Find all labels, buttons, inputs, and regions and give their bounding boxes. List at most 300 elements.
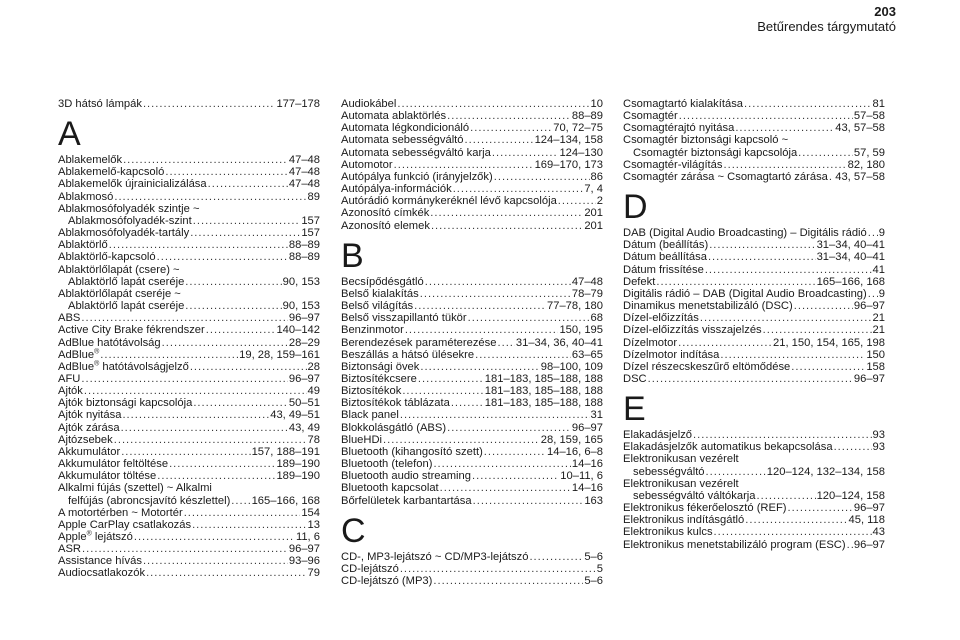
- dot-leader: [81, 312, 287, 324]
- entry-pages: 88–89: [571, 110, 603, 123]
- dot-leader: [430, 207, 583, 219]
- dot-leader: [484, 446, 546, 458]
- entry-pages: 96–97: [853, 502, 885, 515]
- dot-leader: [109, 239, 288, 251]
- entry-label-text: Dátum (beállítás): [623, 239, 709, 252]
- index-entry: [58, 239, 320, 251]
- dot-leader: [114, 434, 307, 446]
- entry-label: [623, 264, 704, 276]
- dot-leader: [868, 288, 878, 300]
- dot-leader: [190, 227, 300, 239]
- entry-label-text: Apple CarPlay csatlakozás: [58, 518, 192, 531]
- entry-label: [58, 458, 168, 470]
- entry-pages: 49: [307, 385, 320, 398]
- index-entry: [341, 409, 603, 421]
- dot-leader: [709, 239, 815, 251]
- dot-leader: [193, 397, 288, 409]
- dot-leader: [744, 98, 872, 110]
- entry-pages: 57–58: [853, 110, 885, 123]
- dot-leader: [84, 385, 307, 397]
- entry-label-text: Akkumulátor feltöltése: [58, 458, 169, 471]
- entry-label-text: Ajtózsebek: [58, 433, 113, 446]
- index-entry: [341, 495, 603, 507]
- entry-label-text: Biztonsági övek: [341, 360, 420, 373]
- entry-pages: 88–89: [288, 251, 320, 264]
- index-entry: [341, 300, 603, 312]
- dot-leader: [791, 361, 865, 373]
- entry-label: [341, 159, 393, 171]
- index-entry: [341, 207, 603, 219]
- index-entry-heading: Elektronikusan vezérelt: [623, 477, 739, 490]
- entry-label-text: Becsípődésgátló: [341, 275, 424, 288]
- dot-leader: [81, 373, 288, 385]
- dot-leader: [735, 122, 834, 134]
- entry-label-text: Ablakemelő-kapcsoló: [58, 166, 165, 179]
- dot-leader: [121, 446, 250, 458]
- index-entry: [58, 373, 320, 385]
- entry-label: [623, 159, 722, 171]
- entry-label: [623, 324, 762, 336]
- entry-pages: 96–97: [571, 421, 603, 434]
- entry-pages: 14–16: [571, 458, 603, 471]
- index-entry: [58, 337, 320, 349]
- entry-pages: 31–34, 36, 40–41: [515, 336, 603, 349]
- index-entry: [623, 361, 885, 373]
- entry-label-text: Ablaktörlő lapát cseréje: [68, 300, 185, 313]
- entry-label: [341, 195, 557, 207]
- entry-label-text: Bluetooth audio streaming: [341, 470, 471, 483]
- index-entry: [623, 110, 885, 122]
- index-entry: [58, 470, 320, 482]
- entry-label-text: Belső visszapillantó tükör: [341, 312, 467, 325]
- index-entry: [58, 446, 320, 458]
- entry-label: [341, 220, 430, 232]
- dot-leader: [475, 349, 571, 361]
- entry-label-text: Automata sebességváltó: [341, 134, 464, 147]
- index-entry: [58, 178, 320, 190]
- entry-label: [623, 429, 692, 441]
- entry-label-text: DAB (Digital Audio Broadcasting) – Digitális rádió: [623, 227, 867, 240]
- index-entry: [623, 441, 885, 453]
- entry-label: [58, 191, 113, 203]
- dot-leader: [431, 220, 583, 232]
- section-letter: B: [341, 236, 364, 275]
- entry-label: [341, 207, 429, 219]
- entry-label: [58, 519, 191, 531]
- dot-leader: [788, 502, 853, 514]
- index-entry: [341, 446, 603, 458]
- entry-label-text: Dízel részecskeszűrő eltömődése: [623, 360, 791, 373]
- entry-label: [68, 215, 192, 227]
- index-entry: [58, 422, 320, 434]
- entry-pages: 96–97: [288, 312, 320, 325]
- dot-leader: [465, 134, 534, 146]
- entry-label-text: Automotor: [341, 158, 393, 171]
- section-letter: D: [623, 188, 648, 227]
- entry-pages: 45, 118: [848, 514, 885, 527]
- entry-label-text: CD-lejátszó (MP3): [341, 575, 433, 587]
- index-entry: [341, 422, 603, 434]
- entry-pages: 201: [584, 219, 603, 232]
- entry-pages: 163: [584, 494, 603, 507]
- dot-leader: [706, 466, 766, 478]
- index-entry: [341, 434, 603, 446]
- dot-leader: [847, 539, 853, 551]
- entry-label-text: Elakadásjelző: [623, 429, 693, 442]
- entry-pages: 158: [866, 360, 885, 373]
- entry-label: [58, 470, 156, 482]
- entry-label-text: Elakadásjelzők automatikus bekapcsolása: [623, 441, 833, 454]
- index-entry: [623, 349, 885, 361]
- entry-label-text: Defekt: [623, 275, 656, 288]
- entry-pages: 41: [872, 263, 885, 276]
- entry-label: [68, 300, 184, 312]
- entry-pages: 93–96: [288, 555, 320, 568]
- dot-leader: [143, 555, 288, 567]
- entry-label-text: Csomagtér zárása ~ Csomagtartó zárása: [623, 170, 828, 183]
- entry-pages: 96–97: [288, 543, 320, 556]
- entry-pages: 86: [590, 170, 603, 183]
- index-entry: [623, 227, 885, 239]
- page-header: [757, 4, 896, 34]
- entry-pages: 181–183, 185–188, 188: [484, 385, 603, 398]
- entry-label-text: Elektronikus menetstabilizáló program (ESC): [623, 538, 846, 551]
- entry-label: [68, 276, 184, 288]
- entry-label-text: Dízel-előizzítás visszajelzés: [623, 324, 762, 337]
- entry-label-text: Assistance hívás: [58, 555, 142, 568]
- entry-label-text: ABS: [58, 312, 81, 325]
- entry-pages: 7, 4: [584, 183, 603, 196]
- index-entry: [623, 539, 885, 551]
- entry-label-text: Ablakmosófolyadék-szint: [68, 214, 192, 227]
- entry-label-text: Berendezések paraméterezése: [341, 336, 497, 349]
- dot-leader: [165, 166, 288, 178]
- entry-pages: 201: [584, 207, 603, 220]
- entry-pages: 14–16: [571, 482, 603, 495]
- entry-label-text: Bluetooth (kihangosító szett): [341, 445, 483, 458]
- index-entry: [58, 495, 320, 507]
- entry-label-text: Ablaktörlő lapát cseréje: [68, 275, 185, 288]
- dot-leader: [397, 98, 589, 110]
- entry-label-text: Dátum frissítése: [623, 263, 704, 276]
- entry-label-text: Automata légkondicionáló: [341, 122, 470, 135]
- dot-leader: [447, 110, 571, 122]
- entry-label: [341, 288, 419, 300]
- entry-label-text: Csomagtartó kialakítása: [623, 98, 744, 110]
- entry-label-text: Automata ablaktörlés: [341, 110, 447, 123]
- dot-leader: [473, 495, 584, 507]
- index-entry: [58, 434, 320, 446]
- index-entry: [623, 514, 885, 526]
- entry-label: [341, 361, 419, 373]
- dot-leader: [134, 531, 295, 543]
- entry-label: [623, 110, 678, 122]
- dot-leader: [185, 276, 281, 288]
- entry-label-text: Ablakemelők újrainicializálása: [58, 178, 207, 191]
- dot-leader: [829, 171, 834, 183]
- entry-label: [623, 239, 708, 251]
- index-entry: [623, 429, 885, 441]
- entry-label-text: Azonosító címkék: [341, 207, 430, 220]
- entry-label-text: A motortérben ~ Motortér: [58, 506, 183, 519]
- entry-label-text: Ablaktörlő-kapcsoló: [58, 251, 156, 264]
- entry-pages: 88–89: [288, 239, 320, 252]
- index-entry: [58, 555, 320, 567]
- entry-pages: 98–100, 109: [540, 360, 603, 373]
- entry-pages: 5: [596, 562, 603, 575]
- entry-pages: 165–166, 168: [251, 494, 320, 507]
- dot-leader: [798, 147, 853, 159]
- dot-leader: [190, 361, 307, 373]
- dot-leader: [451, 397, 484, 409]
- entry-label-text: Bluetooth kapcsolat: [341, 482, 439, 495]
- entry-pages: 124–134, 158: [534, 134, 603, 147]
- index-entry: [58, 154, 320, 166]
- index-entry: [341, 183, 603, 195]
- entry-label: [58, 337, 161, 349]
- index-entry: [58, 191, 320, 203]
- entry-label-text: Autórádió kormánykeréknél lévő kapcsolója: [341, 195, 557, 208]
- dot-leader: [693, 429, 872, 441]
- index-entry: [341, 482, 603, 494]
- dot-leader: [433, 458, 570, 470]
- entry-label: [58, 507, 183, 519]
- entry-label: [341, 446, 483, 458]
- index-entry: [341, 122, 603, 134]
- dot-leader: [184, 507, 301, 519]
- index-entry: [58, 324, 320, 336]
- dot-leader: [705, 264, 872, 276]
- dot-leader: [794, 300, 853, 312]
- entry-pages: 79: [307, 567, 320, 580]
- entry-label: [623, 288, 867, 300]
- entry-pages: 177–178: [276, 98, 320, 110]
- entry-label-text: 3D hátsó lámpák: [58, 98, 142, 110]
- index-entry: [623, 98, 885, 110]
- index-entry-heading: Alkalmi fújás (szettel) ~ Alkalmi: [58, 482, 212, 495]
- index-entry-heading: Csomagtér biztonsági kapcsoló ~: [623, 134, 789, 147]
- index-entry: [341, 159, 603, 171]
- entry-pages: 96–97: [288, 372, 320, 385]
- section-letter: A: [58, 115, 81, 154]
- entry-pages: 181–183, 185–188, 188: [484, 372, 603, 385]
- index-entry: [341, 324, 603, 336]
- dot-leader: [497, 337, 514, 349]
- dot-leader: [100, 349, 238, 361]
- index-entry: [623, 490, 885, 502]
- dot-leader: [708, 251, 816, 263]
- entry-label-text: Black panel: [341, 409, 399, 422]
- entry-label-text: Dízel-előizzítás: [623, 312, 699, 325]
- entry-label: [341, 385, 401, 397]
- entry-pages: 14–16, 6–8: [547, 445, 603, 458]
- entry-label: [58, 446, 120, 458]
- dot-leader: [558, 195, 596, 207]
- entry-label: [341, 98, 396, 110]
- entry-label-text: Csomagtér-világítás: [623, 158, 723, 171]
- dot-leader: [157, 251, 288, 263]
- index-entry: [58, 215, 320, 227]
- entry-label: [623, 441, 833, 453]
- dot-leader: [192, 519, 306, 531]
- entry-label-text: Ajtók nyitása: [58, 409, 122, 422]
- entry-label: [341, 171, 493, 183]
- entry-label: [58, 312, 80, 324]
- index-entry: [623, 502, 885, 514]
- entry-label-suffix: lejátszó: [91, 531, 133, 543]
- dot-leader: [763, 324, 872, 336]
- index-entry-heading: Elektronikusan vezérelt: [623, 453, 739, 466]
- entry-label-text: CD-, MP3-lejátszó ~ CD/MP3-lejátszó: [341, 550, 529, 563]
- entry-pages: 9: [878, 227, 885, 240]
- entry-label: [58, 531, 133, 543]
- entry-pages: 57, 59: [853, 146, 885, 159]
- dot-leader: [425, 276, 571, 288]
- entry-pages: 81: [872, 98, 885, 110]
- dot-leader: [492, 147, 559, 159]
- entry-pages: 120–124, 132–134, 158: [766, 465, 885, 478]
- entry-label-text: Belső világítás: [341, 300, 414, 313]
- entry-pages: 93: [872, 441, 885, 454]
- entry-label-text: Biztosítékok: [341, 385, 402, 398]
- index-entry: [341, 276, 603, 288]
- entry-pages: 47–48: [288, 178, 320, 191]
- entry-label: [341, 110, 446, 122]
- entry-label: [341, 337, 496, 349]
- entry-pages: 5–6: [584, 550, 603, 563]
- entry-label-text: sebességváltó váltókarja: [633, 489, 756, 502]
- index-entry: [341, 551, 603, 563]
- entry-pages: 43, 57–58: [835, 122, 885, 135]
- entry-pages: 31–34, 40–41: [816, 239, 885, 252]
- index-entry-heading: Ablaktörlőlapát (csere) ~: [58, 263, 180, 276]
- section-letter: E: [623, 390, 646, 429]
- entry-label-text: Ablaktörlő: [58, 239, 108, 252]
- entry-pages: 78: [307, 433, 320, 446]
- entry-label-text: Autópálya-információk: [341, 183, 452, 196]
- entry-label-text: sebességváltó: [633, 465, 705, 478]
- entry-label-text: Csomagtérajtó nyitása: [623, 122, 735, 135]
- entry-pages: 96–97: [853, 372, 885, 385]
- index-entry: [341, 134, 603, 146]
- dot-leader: [157, 470, 275, 482]
- entry-label: [623, 514, 744, 526]
- entry-label-text: Biztosítékok táblázata: [341, 397, 450, 410]
- entry-label: [341, 397, 450, 409]
- entry-label: [58, 98, 142, 110]
- index-entry: [623, 122, 885, 134]
- entry-label-text: Elektronikus indításgátló: [623, 514, 745, 527]
- entry-pages: 21: [872, 324, 885, 337]
- dot-leader: [123, 154, 288, 166]
- index-entry: [623, 171, 885, 183]
- entry-pages: 157: [301, 227, 320, 240]
- entry-label: [341, 349, 474, 361]
- index-entry: [623, 337, 885, 349]
- registered-mark: ®: [94, 360, 100, 368]
- index-entry: [58, 458, 320, 470]
- entry-pages: 189–190: [276, 458, 320, 471]
- index-entry: [623, 373, 885, 385]
- entry-label-text: Dízelmotor indítása: [623, 348, 720, 361]
- dot-leader: [648, 373, 853, 385]
- entry-label-text: Biztosítékcsere: [341, 372, 417, 385]
- entry-label: [341, 183, 452, 195]
- entry-label-text: Csomagtér biztonsági kapcsolója: [633, 146, 798, 159]
- entry-label-text: Dátum beállítása: [623, 251, 707, 264]
- entry-pages: 157, 188–191: [251, 445, 320, 458]
- entry-pages: 28–29: [288, 336, 320, 349]
- dot-leader: [447, 422, 571, 434]
- entry-label: [623, 171, 828, 183]
- dot-leader: [82, 543, 288, 555]
- entry-pages: 11, 6: [295, 531, 320, 543]
- entry-label-text: Belső kialakítás: [341, 287, 419, 300]
- entry-pages: 120–124, 158: [816, 489, 885, 502]
- entry-label: [58, 178, 207, 190]
- entry-label-text: Ablakmosó: [58, 190, 114, 203]
- dot-leader: [169, 458, 275, 470]
- entry-pages: 93: [872, 429, 885, 442]
- dot-leader: [193, 215, 301, 227]
- entry-label-text: Active City Brake fékrendszer: [58, 324, 205, 337]
- entry-label: [341, 422, 446, 434]
- entry-label: [623, 227, 867, 239]
- entry-label-text: Ajtók zárása: [58, 421, 120, 434]
- entry-label: [58, 227, 189, 239]
- entry-pages: 43, 49: [288, 421, 320, 434]
- entry-pages: 82, 180: [847, 158, 885, 171]
- entry-label: [341, 563, 399, 575]
- entry-pages: 124–130: [559, 146, 603, 159]
- index-entry: [58, 349, 320, 361]
- entry-label: [633, 147, 797, 159]
- entry-label: [58, 555, 142, 567]
- entry-label: [341, 373, 417, 385]
- entry-label-text: Elektronikus kulcs: [623, 526, 713, 539]
- entry-label-text: DSC: [623, 372, 647, 385]
- entry-pages: 189–190: [276, 470, 320, 483]
- index-entry: [341, 575, 603, 587]
- index-entry: [341, 349, 603, 361]
- entry-label-text: AFU: [58, 372, 81, 385]
- entry-pages: 43: [872, 526, 885, 539]
- dot-leader: [714, 526, 872, 538]
- entry-label: [341, 409, 399, 421]
- dot-leader: [231, 495, 250, 507]
- entry-pages: 140–142: [276, 324, 320, 337]
- entry-label: [58, 385, 83, 397]
- dot-leader: [420, 288, 571, 300]
- index-entry: [623, 312, 885, 324]
- entry-pages: 5–6: [584, 575, 603, 587]
- index-entry: [623, 159, 885, 171]
- index-entry: [341, 110, 603, 122]
- entry-label: [623, 349, 719, 361]
- dot-leader: [834, 441, 872, 453]
- entry-pages: 77–78, 180: [547, 300, 603, 313]
- entry-label: [58, 239, 108, 251]
- dot-leader: [529, 551, 583, 563]
- entry-label-text: Audiocsatlakozók: [58, 567, 146, 580]
- dot-leader: [394, 159, 534, 171]
- entry-pages: 181–183, 185–188, 188: [484, 397, 603, 410]
- index-entry: [341, 361, 603, 373]
- entry-label-text: AdBlue: [58, 348, 95, 361]
- entry-label-text: Blokkolásgátló (ABS): [341, 421, 447, 434]
- index-entry: [58, 276, 320, 288]
- entry-pages: 2: [596, 195, 603, 208]
